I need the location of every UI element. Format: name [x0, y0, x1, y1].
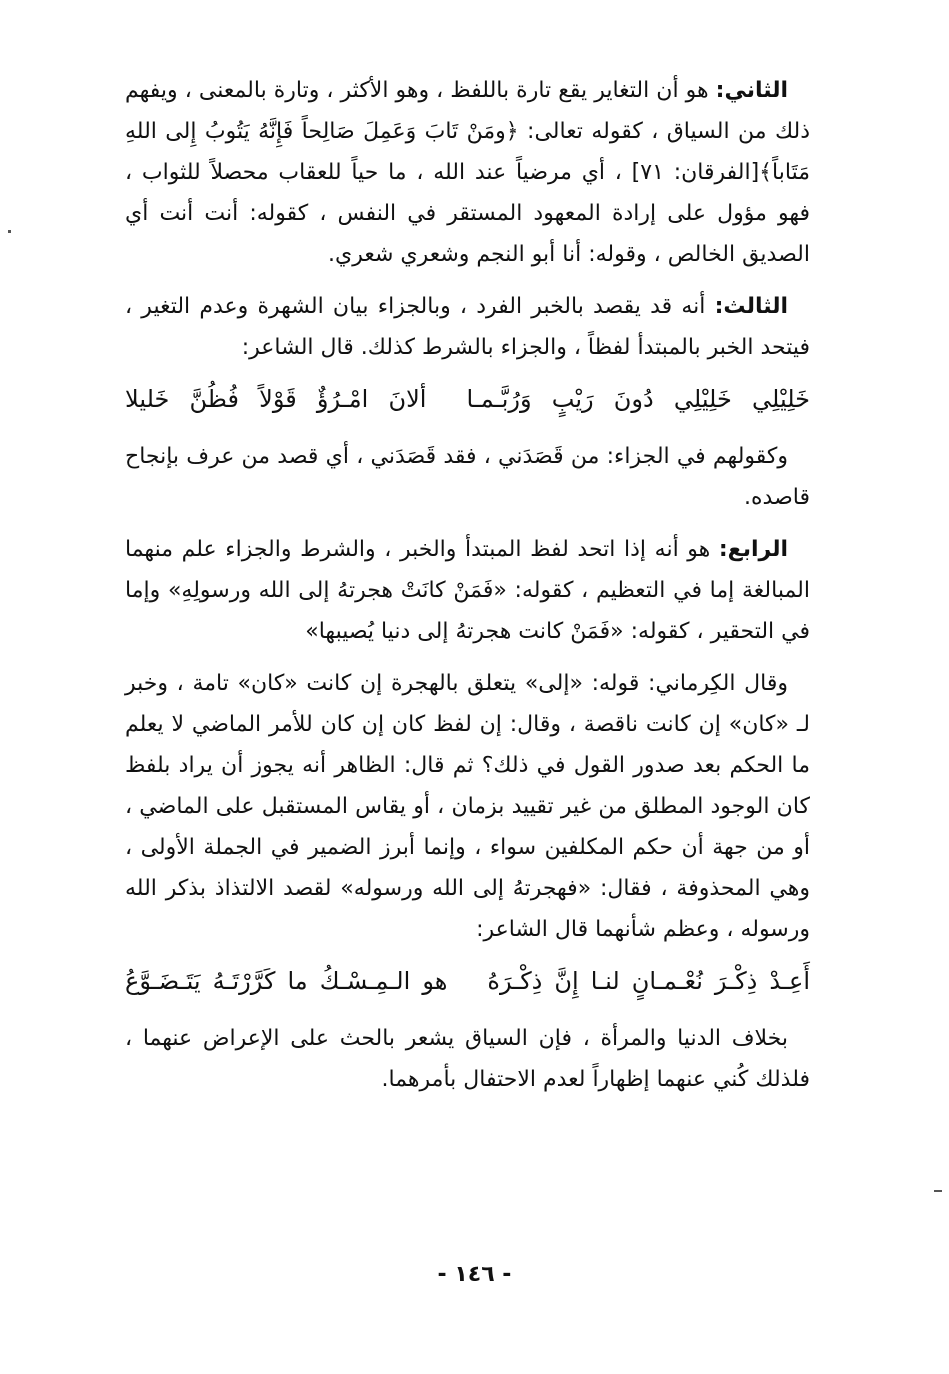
poetry-verse: [125, 961, 810, 1002]
verse-hemistich-first: خَلِيْلِي خَلِيْلِي دُونَ رَيْبٍ وَرُبَّـمـا: [466, 385, 810, 413]
paragraph-closing: [125, 1018, 810, 1100]
page-body: [125, 70, 810, 1111]
verse-hemistich-first: أَعِـدْ ذِكْـرَ نُعْـمـانٍ لنـا إِنَّ ذِكْـرَهُ: [487, 967, 810, 995]
paragraph-lead: الثاني:: [715, 78, 788, 103]
paragraph-third: [125, 286, 810, 368]
paragraph-lead: الثالث:: [714, 294, 788, 319]
paragraph-text: بخلاف الدنيا والمرأة ، فإن السياق يشعر بالحث على الإعراض عنهما ، فلذلك كُني عنهما إظهاراً لعدم الاحتفال بأمرهما.: [125, 1026, 810, 1092]
page-number: - ١٤٦ -: [437, 1262, 512, 1287]
poetry-verse: [125, 379, 810, 420]
verse-hemistich-second: ألانَ امْـرُؤٌ قَوْلاً فُظُنَّ خَليلا: [125, 385, 427, 413]
paragraph-second: [125, 70, 810, 275]
verse-hemistich-second: هو الـمِـسْـكُ ما كَرَّرْتَـهُ يَتَـضَـوَّعُ: [125, 967, 448, 995]
paragraph-text: وكقولهم في الجزاء: من قَصَدَني ، فقد قَصَدَني ، أي قصد من عرف بإنجاح قاصده.: [125, 444, 810, 510]
paragraph-jaza-example: [125, 436, 810, 518]
scan-speck: [934, 1190, 942, 1192]
paragraph-text: هو أنه إذا اتحد لفظ المبتدأ والخبر ، والشرط والجزاء علم منهما المبالغة إما في التعظيم ، كقوله: «فَمَنْ كانَتْ هجرتهُ إلى الله ورسولِهِ» وإما في التحقير ، كقوله: «فَمَنْ كانت هجرتهُ إلى دنيا يُصيبها»: [125, 537, 810, 644]
paragraph-text: هو أن التغاير يقع تارة باللفظ ، وهو الأكثر ، وتارة بالمعنى ، ويفهم ذلك من السياق ، كقوله تعالى: ﴿ومَنْ تَابَ وَعَمِلَ صَالِحاً فَإِنَّهُ يَتُوبُ إِلى اللهِ مَتَاباً﴾[الفرقان: ٧١] ، أي مرضياً عند الله ، ما حياً للعقاب محصلاً للثواب ، فهو مؤول على إرادة المعهود المستقر في النفس ، كقوله: أنت أنت أي الصديق الخالص ، وقوله: أنا أبو النجم وشعري شعري.: [125, 78, 810, 267]
paragraph-text: أنه قد يقصد بالخبر الفرد ، وبالجزاء بيان الشهرة وعدم التغير ، فيتحد الخبر بالمبتدأ لفظاً ، والجزاء بالشرط كذلك. قال الشاعر:: [125, 294, 810, 360]
paragraph-lead: الرابع:: [718, 537, 788, 562]
paragraph-text: وقال الكِرماني: قوله: «إلى» يتعلق بالهجرة إن كانت «كان» تامة ، وخبر لـ «كان» إن كانت ناقصة ، وقال: إن لفظ كان إن كان للأمر الماضي لا يعلم ما الحكم بعد صدور القول في ذلك؟ ثم قال: الظاهر أنه يجوز أن يراد بلفظ كان الوجود المطلق من غير تقييد بزمان ، أو يقاس المستقبل على الماضي ، أو من جهة أن حكم المكلفين سواء ، وإنما أبرز الضمير في الجملة الأولى ، وهي المحذوفة ، فقال: «فهجرتهُ إلى الله ورسوله» لقصد الالتذاذ بذكر الله ورسوله ، وعظم شأنهما قال الشاعر:: [125, 671, 810, 942]
paragraph-fourth: [125, 529, 810, 652]
paragraph-kirmani: [125, 663, 810, 950]
scan-speck: [8, 230, 11, 233]
